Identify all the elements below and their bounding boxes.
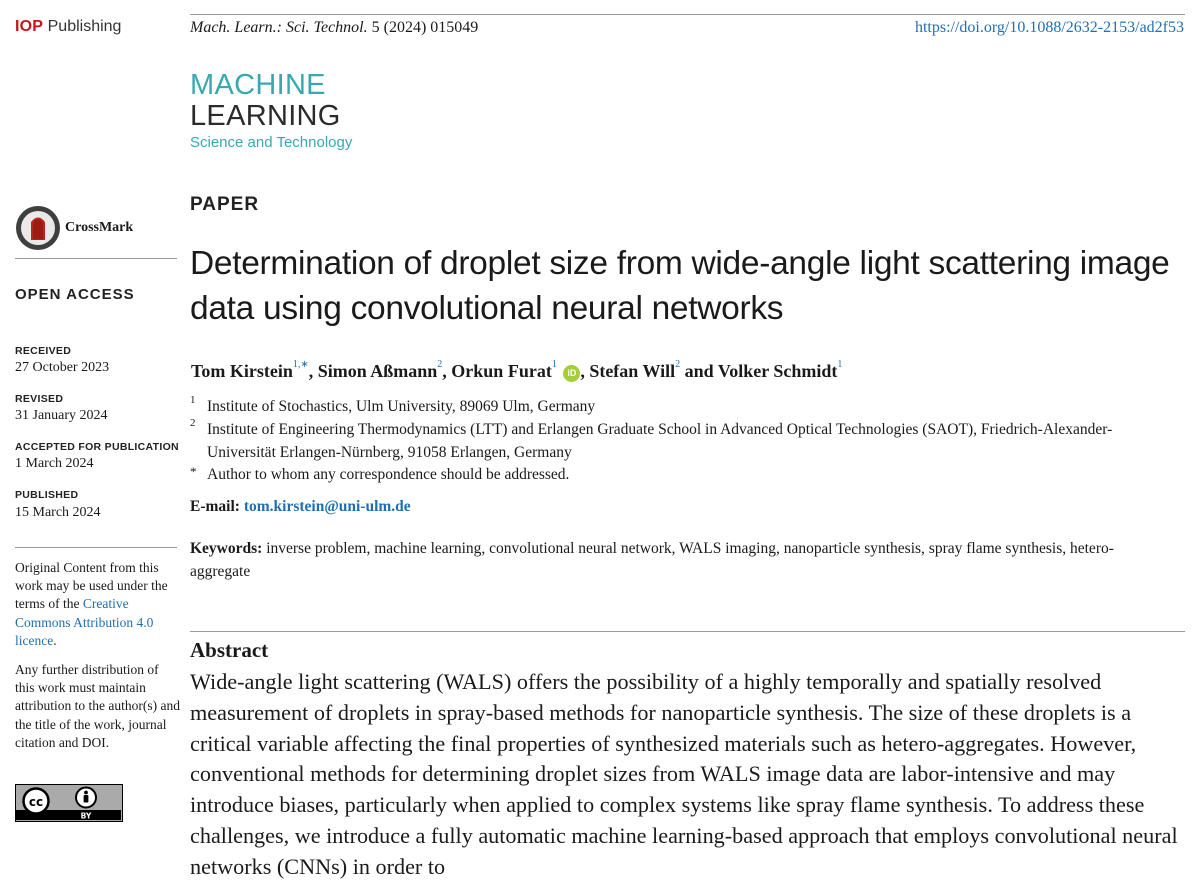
published-label: PUBLISHED	[15, 489, 79, 501]
crossmark-badge[interactable]	[15, 205, 133, 251]
received-date: 27 October 2023	[15, 360, 110, 375]
cc-by-text: BY	[80, 811, 92, 820]
author-affiliation-mark: 2	[675, 359, 681, 370]
email-link[interactable]: tom.kirstein@uni-ulm.de	[243, 498, 411, 515]
cc-license-link[interactable]: Creative Commons Attribution 4.0 licence	[15, 596, 154, 648]
accepted-date: 1 March 2024	[15, 456, 94, 471]
journal-logo-line2: LEARNING	[190, 100, 341, 132]
publisher-logo: IOP Publishing	[15, 18, 122, 35]
journal-logo-line1: MACHINE	[190, 69, 326, 101]
journal-logo-line3: Science and Technology	[190, 134, 353, 151]
abstract-heading: Abstract	[190, 638, 269, 662]
accepted-label: ACCEPTED FOR PUBLICATION	[15, 441, 179, 453]
article-type: PAPER	[190, 194, 260, 215]
abstract-rule	[190, 631, 1185, 632]
cc-by-icon	[16, 785, 121, 820]
author-affiliation-mark: 1,∗	[292, 359, 309, 370]
affiliation-text: Author to whom any correspondence should be addressed.	[207, 466, 570, 483]
author-name[interactable]: Stefan Will	[589, 361, 676, 381]
affiliation-mark: 1	[190, 394, 196, 406]
cc-by-badge[interactable]	[15, 784, 123, 822]
distribution-statement: Any further distribution of this work must maintain attribution to the author(s) and the title of the work, journal citation and DOI.	[15, 662, 180, 750]
keywords: Keywords: inverse problem, machine learning, convolutional neural network, WALS imaging, nanoparticle synthesis, spray flame synthesis, hetero-aggregate	[190, 540, 1114, 580]
sidebar-divider	[15, 258, 177, 259]
author-name[interactable]: Volker Schmidt	[717, 361, 838, 381]
affiliation-mark: 2	[190, 417, 196, 429]
author-list: Tom Kirstein$^{1,∗}$, Simon Aßmann$^2$, Orkun Furat$^1$ iD , Stefan Will$^2$ and Volker Schmidt$^1$	[191, 359, 843, 381]
email-row: E-mail: tom.kirstein@uni-ulm.de	[190, 498, 411, 515]
doi-link[interactable]: https://doi.org/10.1088/2632-2153/ad2f53	[914, 19, 1184, 36]
crossmark-label: CrossMark	[65, 220, 134, 235]
affiliation-text: Institute of Stochastics, Ulm University, 89069 Ulm, Germany	[207, 398, 596, 415]
svg-text:cc: cc	[28, 795, 44, 809]
received-label: RECEIVED	[15, 345, 72, 357]
affiliation-mark: *	[190, 464, 197, 479]
header-rule	[190, 14, 1185, 15]
revised-date: 31 January 2024	[15, 408, 108, 423]
author-affiliation-mark: 1	[551, 359, 557, 370]
open-access-label: OPEN ACCESS	[15, 286, 135, 303]
affiliation-text: Institute of Engineering Thermodynamics (LTT) and Erlangen Graduate School in Advanced Optical Technologies (SAOT), Friedrich-Alexander-Universität Erlangen-Nürnberg, 91058 Erlangen, Germany	[207, 421, 1113, 461]
revised-label: REVISED	[15, 393, 64, 405]
journal-citation: Mach. Learn.: Sci. Technol. 5 (2024) 015049	[190, 19, 479, 36]
author-affiliation-mark: 2	[437, 359, 443, 370]
abstract-text: Wide-angle light scattering (WALS) offers the possibility of a highly temporally and spatially resolved measurement of droplets in spray-based methods for nanoparticle synthesis. The size of these droplets is a critical variable affecting the final properties of synthesized materials such as hetero-aggregates. However, conventional methods for determining droplet sizes from WALS image data are labor-intensive and may introduce biases, particularly when applied to complex systems like spray flame synthesis. To address these challenges, we introduce a fully automatic machine learning-based approach that employs convolutional neural networks (CNNs) in order to	[190, 669, 1178, 879]
article-title: Determination of droplet size from wide-angle light scattering image data using convolutional neural networks	[190, 245, 1170, 327]
sidebar-divider	[15, 547, 177, 548]
crossmark-icon	[15, 205, 61, 251]
published-date: 15 March 2024	[15, 505, 101, 520]
author-name[interactable]: Orkun Furat	[451, 361, 552, 381]
author-name[interactable]: Simon Aßmann	[317, 361, 438, 381]
license-statement: Original Content from this work may be used under the terms of the Creative Commons Attribution 4.0 licence.	[15, 560, 168, 648]
orcid-icon[interactable]: iD	[563, 365, 580, 382]
author-name[interactable]: Tom Kirstein	[191, 361, 293, 381]
author-affiliation-mark: 1	[837, 359, 843, 370]
